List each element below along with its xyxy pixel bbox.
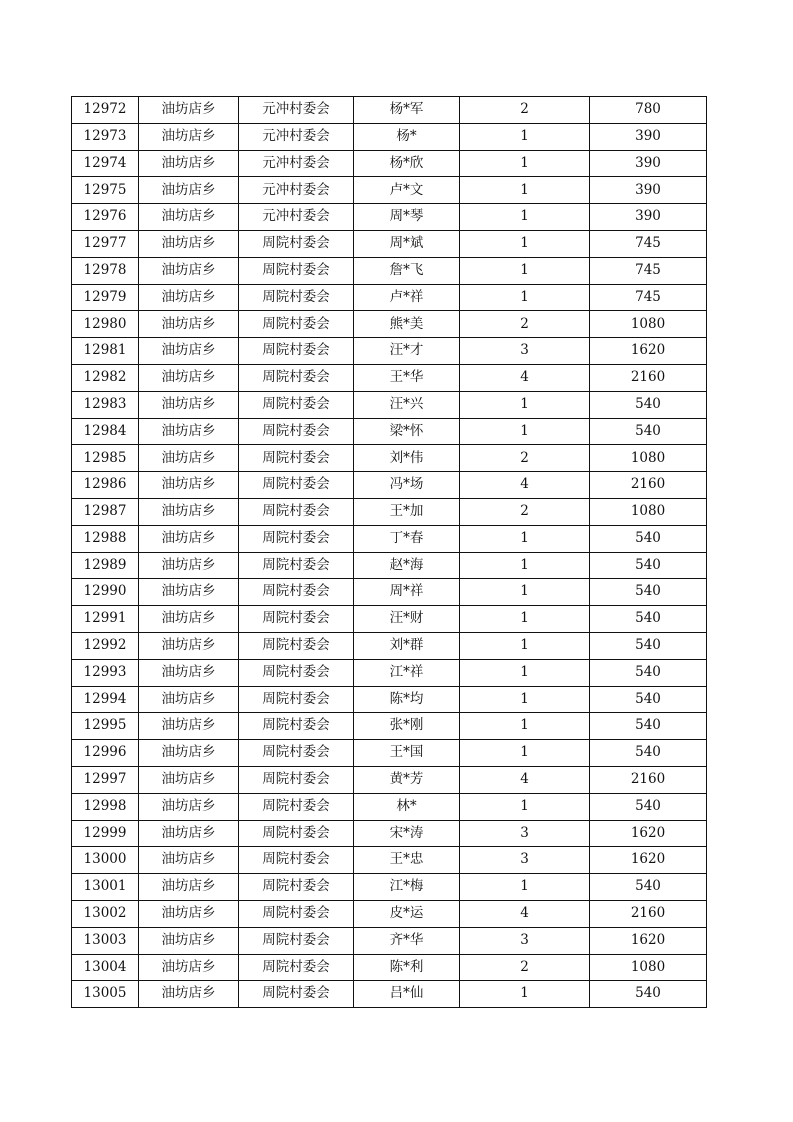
cell-township: 油坊店乡 [139,525,239,552]
cell-amount: 540 [590,552,707,579]
table-row [72,713,707,740]
cell-name: 刘*群 [354,632,460,659]
cell-count: 2 [460,311,590,338]
table-row [72,659,707,686]
cell-village: 周院村委会 [239,311,354,338]
cell-count: 2 [460,498,590,525]
table-row [72,874,707,901]
cell-name: 詹*飞 [354,257,460,284]
cell-amount: 780 [590,97,707,124]
table-row [72,364,707,391]
cell-name: 汪*财 [354,606,460,633]
cell-township: 油坊店乡 [139,418,239,445]
cell-id: 12977 [72,230,139,257]
cell-amount: 540 [590,874,707,901]
cell-township: 油坊店乡 [139,740,239,767]
cell-id: 12984 [72,418,139,445]
table-row [72,150,707,177]
cell-township: 油坊店乡 [139,793,239,820]
table-row [72,632,707,659]
cell-id: 12988 [72,525,139,552]
cell-village: 周院村委会 [239,847,354,874]
cell-name: 丁*春 [354,525,460,552]
cell-name: 卢*祥 [354,284,460,311]
cell-village: 周院村委会 [239,364,354,391]
cell-township: 油坊店乡 [139,123,239,150]
table-row [72,498,707,525]
cell-id: 12991 [72,606,139,633]
cell-name: 张*刚 [354,713,460,740]
cell-id: 12998 [72,793,139,820]
cell-village: 周院村委会 [239,981,354,1008]
cell-village: 周院村委会 [239,927,354,954]
table-row [72,552,707,579]
cell-count: 2 [460,445,590,472]
cell-name: 周*祥 [354,579,460,606]
cell-count: 1 [460,552,590,579]
table-row [72,338,707,365]
cell-village: 周院村委会 [239,659,354,686]
cell-count: 1 [460,740,590,767]
cell-id: 12994 [72,686,139,713]
cell-township: 油坊店乡 [139,606,239,633]
cell-township: 油坊店乡 [139,97,239,124]
cell-village: 周院村委会 [239,686,354,713]
cell-count: 1 [460,123,590,150]
cell-count: 1 [460,525,590,552]
cell-count: 1 [460,713,590,740]
cell-amount: 540 [590,659,707,686]
cell-amount: 1080 [590,311,707,338]
cell-name: 江*梅 [354,874,460,901]
cell-village: 周院村委会 [239,284,354,311]
cell-township: 油坊店乡 [139,364,239,391]
cell-id: 12996 [72,740,139,767]
cell-village: 周院村委会 [239,498,354,525]
cell-id: 12986 [72,472,139,499]
cell-count: 1 [460,793,590,820]
cell-id: 12992 [72,632,139,659]
cell-amount: 540 [590,391,707,418]
cell-id: 12981 [72,338,139,365]
cell-count: 2 [460,954,590,981]
cell-name: 梁*怀 [354,418,460,445]
table-row [72,311,707,338]
cell-amount: 540 [590,740,707,767]
cell-name: 齐*华 [354,927,460,954]
table-body [72,97,707,1008]
table-row [72,686,707,713]
table-row [72,97,707,124]
cell-id: 13005 [72,981,139,1008]
cell-name: 杨*军 [354,97,460,124]
table-row [72,766,707,793]
table-row [72,257,707,284]
data-table [71,96,707,1008]
cell-amount: 390 [590,123,707,150]
cell-name: 皮*运 [354,900,460,927]
cell-name: 杨*欣 [354,150,460,177]
cell-village: 周院村委会 [239,820,354,847]
cell-village: 周院村委会 [239,552,354,579]
cell-township: 油坊店乡 [139,445,239,472]
cell-township: 油坊店乡 [139,204,239,231]
cell-name: 吕*仙 [354,981,460,1008]
cell-amount: 745 [590,257,707,284]
cell-name: 陈*利 [354,954,460,981]
cell-id: 12983 [72,391,139,418]
cell-village: 周院村委会 [239,230,354,257]
table-row [72,793,707,820]
cell-name: 黄*芳 [354,766,460,793]
table-row [72,579,707,606]
cell-id: 12973 [72,123,139,150]
cell-village: 周院村委会 [239,740,354,767]
cell-village: 周院村委会 [239,338,354,365]
table-row [72,927,707,954]
cell-count: 1 [460,981,590,1008]
table-row [72,954,707,981]
cell-village: 元冲村委会 [239,150,354,177]
cell-count: 1 [460,257,590,284]
cell-id: 12972 [72,97,139,124]
cell-amount: 1620 [590,847,707,874]
cell-amount: 1620 [590,338,707,365]
cell-count: 1 [460,579,590,606]
cell-township: 油坊店乡 [139,150,239,177]
cell-name: 王*忠 [354,847,460,874]
cell-township: 油坊店乡 [139,847,239,874]
cell-name: 王*加 [354,498,460,525]
cell-township: 油坊店乡 [139,900,239,927]
cell-count: 3 [460,847,590,874]
cell-name: 汪*兴 [354,391,460,418]
table-row [72,981,707,1008]
cell-village: 周院村委会 [239,391,354,418]
cell-name: 汪*才 [354,338,460,365]
cell-township: 油坊店乡 [139,311,239,338]
cell-township: 油坊店乡 [139,579,239,606]
cell-amount: 1080 [590,445,707,472]
cell-amount: 745 [590,230,707,257]
cell-township: 油坊店乡 [139,284,239,311]
cell-id: 12985 [72,445,139,472]
cell-amount: 745 [590,284,707,311]
cell-id: 12980 [72,311,139,338]
cell-amount: 390 [590,177,707,204]
cell-village: 周院村委会 [239,954,354,981]
cell-id: 12989 [72,552,139,579]
table-row [72,525,707,552]
cell-amount: 1620 [590,927,707,954]
cell-township: 油坊店乡 [139,552,239,579]
cell-amount: 540 [590,981,707,1008]
cell-village: 周院村委会 [239,632,354,659]
cell-id: 12990 [72,579,139,606]
cell-amount: 540 [590,793,707,820]
cell-count: 4 [460,766,590,793]
cell-count: 2 [460,97,590,124]
cell-name: 赵*海 [354,552,460,579]
cell-count: 1 [460,391,590,418]
cell-township: 油坊店乡 [139,257,239,284]
cell-township: 油坊店乡 [139,686,239,713]
cell-amount: 540 [590,686,707,713]
cell-id: 13001 [72,874,139,901]
cell-village: 周院村委会 [239,606,354,633]
cell-amount: 540 [590,713,707,740]
cell-id: 12987 [72,498,139,525]
cell-count: 4 [460,472,590,499]
cell-village: 周院村委会 [239,713,354,740]
cell-count: 1 [460,659,590,686]
cell-township: 油坊店乡 [139,177,239,204]
table-row [72,418,707,445]
cell-village: 周院村委会 [239,874,354,901]
table-row [72,284,707,311]
cell-count: 1 [460,874,590,901]
cell-name: 王*国 [354,740,460,767]
cell-amount: 390 [590,204,707,231]
cell-count: 1 [460,686,590,713]
cell-township: 油坊店乡 [139,472,239,499]
cell-id: 12976 [72,204,139,231]
cell-count: 1 [460,606,590,633]
cell-township: 油坊店乡 [139,230,239,257]
cell-count: 3 [460,927,590,954]
cell-township: 油坊店乡 [139,874,239,901]
cell-name: 熊*美 [354,311,460,338]
table-row [72,820,707,847]
cell-village: 周院村委会 [239,445,354,472]
table-row [72,230,707,257]
cell-village: 元冲村委会 [239,97,354,124]
cell-id: 12995 [72,713,139,740]
cell-amount: 1080 [590,498,707,525]
cell-id: 13000 [72,847,139,874]
cell-village: 元冲村委会 [239,123,354,150]
table-row [72,606,707,633]
cell-count: 4 [460,900,590,927]
cell-township: 油坊店乡 [139,391,239,418]
cell-name: 陈*均 [354,686,460,713]
cell-amount: 540 [590,579,707,606]
cell-amount: 1620 [590,820,707,847]
cell-count: 3 [460,820,590,847]
cell-count: 1 [460,150,590,177]
cell-id: 12999 [72,820,139,847]
cell-id: 12975 [72,177,139,204]
cell-amount: 390 [590,150,707,177]
cell-township: 油坊店乡 [139,632,239,659]
cell-township: 油坊店乡 [139,927,239,954]
cell-name: 周*琴 [354,204,460,231]
cell-name: 冯*场 [354,472,460,499]
cell-township: 油坊店乡 [139,766,239,793]
cell-village: 周院村委会 [239,472,354,499]
cell-name: 卢*文 [354,177,460,204]
table-row [72,123,707,150]
cell-village: 元冲村委会 [239,204,354,231]
cell-village: 周院村委会 [239,766,354,793]
cell-township: 油坊店乡 [139,820,239,847]
cell-township: 油坊店乡 [139,954,239,981]
table-row [72,204,707,231]
cell-village: 周院村委会 [239,418,354,445]
cell-id: 13003 [72,927,139,954]
cell-id: 12997 [72,766,139,793]
table-row [72,391,707,418]
cell-township: 油坊店乡 [139,713,239,740]
cell-count: 1 [460,204,590,231]
cell-name: 王*华 [354,364,460,391]
cell-amount: 2160 [590,766,707,793]
cell-township: 油坊店乡 [139,659,239,686]
cell-village: 元冲村委会 [239,177,354,204]
cell-name: 刘*伟 [354,445,460,472]
cell-id: 12979 [72,284,139,311]
table-row [72,900,707,927]
cell-amount: 540 [590,632,707,659]
table-row [72,177,707,204]
cell-id: 12993 [72,659,139,686]
table-row [72,847,707,874]
cell-village: 周院村委会 [239,579,354,606]
cell-township: 油坊店乡 [139,498,239,525]
cell-township: 油坊店乡 [139,981,239,1008]
cell-count: 4 [460,364,590,391]
table-row [72,445,707,472]
cell-count: 1 [460,284,590,311]
cell-name: 杨* [354,123,460,150]
cell-count: 3 [460,338,590,365]
cell-amount: 2160 [590,472,707,499]
table-row [72,472,707,499]
cell-amount: 540 [590,525,707,552]
cell-amount: 540 [590,606,707,633]
table-row [72,740,707,767]
cell-id: 12978 [72,257,139,284]
cell-count: 1 [460,230,590,257]
cell-village: 周院村委会 [239,793,354,820]
cell-id: 12982 [72,364,139,391]
cell-count: 1 [460,177,590,204]
cell-count: 1 [460,418,590,445]
cell-name: 宋*涛 [354,820,460,847]
cell-village: 周院村委会 [239,257,354,284]
cell-village: 周院村委会 [239,900,354,927]
cell-name: 林* [354,793,460,820]
cell-village: 周院村委会 [239,525,354,552]
cell-id: 13002 [72,900,139,927]
cell-id: 12974 [72,150,139,177]
cell-amount: 540 [590,418,707,445]
cell-name: 江*祥 [354,659,460,686]
cell-id: 13004 [72,954,139,981]
cell-name: 周*斌 [354,230,460,257]
cell-count: 1 [460,632,590,659]
cell-amount: 1080 [590,954,707,981]
cell-amount: 2160 [590,364,707,391]
cell-township: 油坊店乡 [139,338,239,365]
cell-amount: 2160 [590,900,707,927]
